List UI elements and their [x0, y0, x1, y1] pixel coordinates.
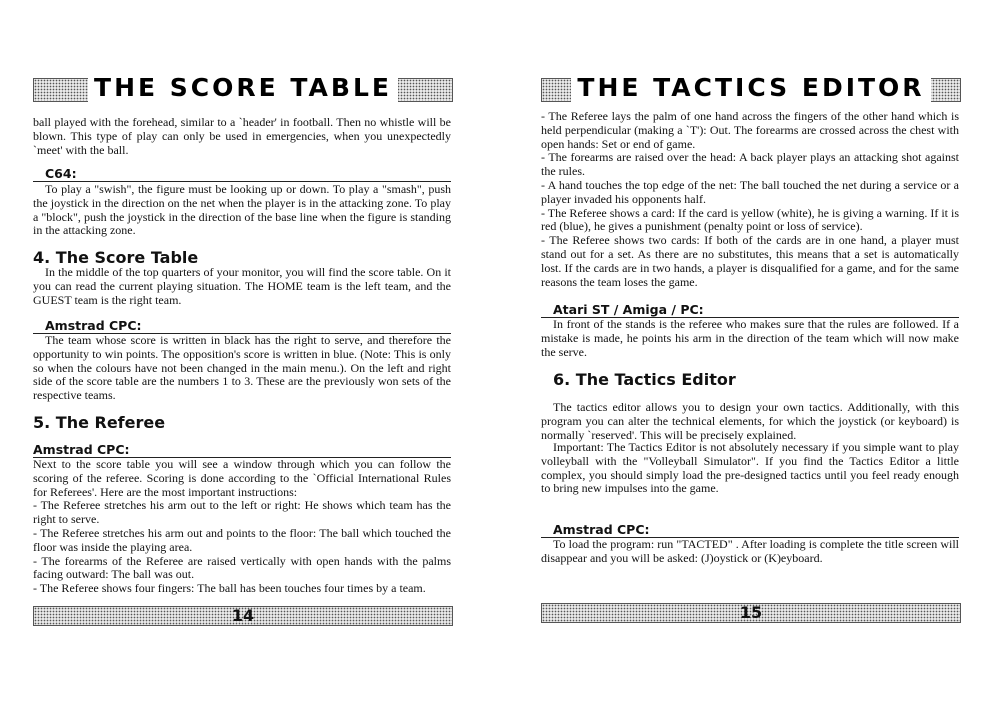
list-item: - The forearms of the Referee are raised vertically with open hands with the palms facing outward: The ball was out.: [33, 553, 451, 582]
c64-subheading: C64:: [33, 166, 451, 182]
atari-paragraph: In front of the stands is the referee who makes sure that the rules are followed. If a mistake is made, he points his arm in the direction of the team which will now make the serve.: [541, 317, 959, 359]
list-item: - The Referee stretches his arm out to the left or right: He shows which team has the right to serve.: [33, 498, 451, 527]
referee-signals: [541, 110, 959, 289]
c64-paragraph: To play a "swish", the figure must be looking up or down. To play a "smash", push the joystick in the direction on the net when the player is in the attacking zone. To play a "block", push the joystick in the direction of the base line when the figure is standing in the attacking zone.: [33, 182, 451, 238]
referee-instructions: [33, 458, 451, 596]
page-number: 14: [231, 606, 255, 625]
section-6-paragraph-2: Important: The Tactics Editor is not absolutely necessary if you simple want to play volleyball with the "Volleyball Simulator". If you find the Tactics Editor a little complex, you should simply load the pre-designed tactics until you feel ready enough to bring new impulses into the game.: [541, 440, 959, 496]
banner-title: THE SCORE TABLE: [88, 73, 398, 102]
amstrad-paragraph: To load the program: run "TACTED" . After loading is complete the title screen will disappear and you will be asked: (J)oystick or (K)eyboard.: [541, 537, 959, 565]
list-item: - The Referee stretches his arm out and points to the floor: The ball which touched the floor was inside the playing area.: [33, 525, 451, 554]
amstrad-subheading-2: Amstrad CPC:: [33, 442, 451, 458]
atari-subheading: Atari ST / Amiga / PC:: [541, 302, 959, 318]
list-item: - The Referee shows four fingers: The ball has been touches four times by a team.: [33, 581, 426, 596]
page-footer: [33, 606, 453, 626]
amstrad-subheading-1: Amstrad CPC:: [33, 318, 451, 334]
page-number: 15: [739, 603, 763, 622]
list-item: - The forearms are raised over the head: A back player plays an attacking shot against the rules.: [541, 150, 959, 179]
amstrad-subheading: Amstrad CPC:: [541, 522, 959, 538]
section-6-heading: 6. The Tactics Editor: [553, 370, 736, 389]
referee-intro: Next to the score table you will see a window through which you can follow the scoring of the referee. Scoring is done according to the `Official International Rules for Referees'. Here are the most important instructions:: [33, 457, 451, 499]
page-banner: [33, 73, 453, 102]
intro-paragraph: ball played with the forehead, similar to a `header' in football. Then no whistle will be blown. This type of play can only be used in emergencies, when you unexpectedly `meet' with the ball.: [33, 115, 451, 157]
list-item: - The Referee lays the palm of one hand across the fingers of the other hand which is held perpendicular (making a `T'): Out. The forearms are crossed across the chest with open hands: Set or end of game.: [541, 109, 959, 151]
page-banner: [541, 73, 961, 102]
section-6-paragraph-1: The tactics editor allows you to design your own tactics. Additionally, with this program you can alter the technical elements, for which the joystick (or keyboard) is normally `reserved'. This will be precisely explained.: [541, 400, 959, 442]
section-5-heading: 5. The Referee: [33, 413, 166, 432]
page-footer: [541, 603, 961, 623]
right-page: [500, 0, 1000, 707]
list-item: - The Referee shows two cards: If both of the cards are in one hand, a player must stand out for a set. As there are no substitutes, this means that a set is automatically lost. If the cards are in two hands, a player is disqualified for a game, and for the same reasons the team loses the game.: [541, 233, 959, 289]
banner-title: THE TACTICS EDITOR: [571, 73, 930, 102]
amstrad-paragraph-1: The team whose score is written in black has the right to serve, and therefore the opportunity to win points. The opposition's score is written in blue. (Note: This is only so when the colours have not been changed in the main menu.). On the left and right side of the score table are the numbers 1 to 3. These are the previously won sets of the respective teams.: [33, 333, 451, 403]
section-4-heading: 4. The Score Table: [33, 248, 199, 267]
list-item: - The Referee shows a card: If the card is yellow (white), he is giving a warning. If it is red (blue), he gives a punishment (penalty point or loss of service).: [541, 205, 959, 234]
list-item: - A hand touches the top edge of the net: The ball touched the net during a service or a player invaded his opponents half.: [541, 177, 959, 206]
section-4-paragraph: In the middle of the top quarters of your monitor, you will find the score table. On it you can read the current playing situation. The HOME team is the left team, and the GUEST team is the right team.: [33, 265, 451, 307]
